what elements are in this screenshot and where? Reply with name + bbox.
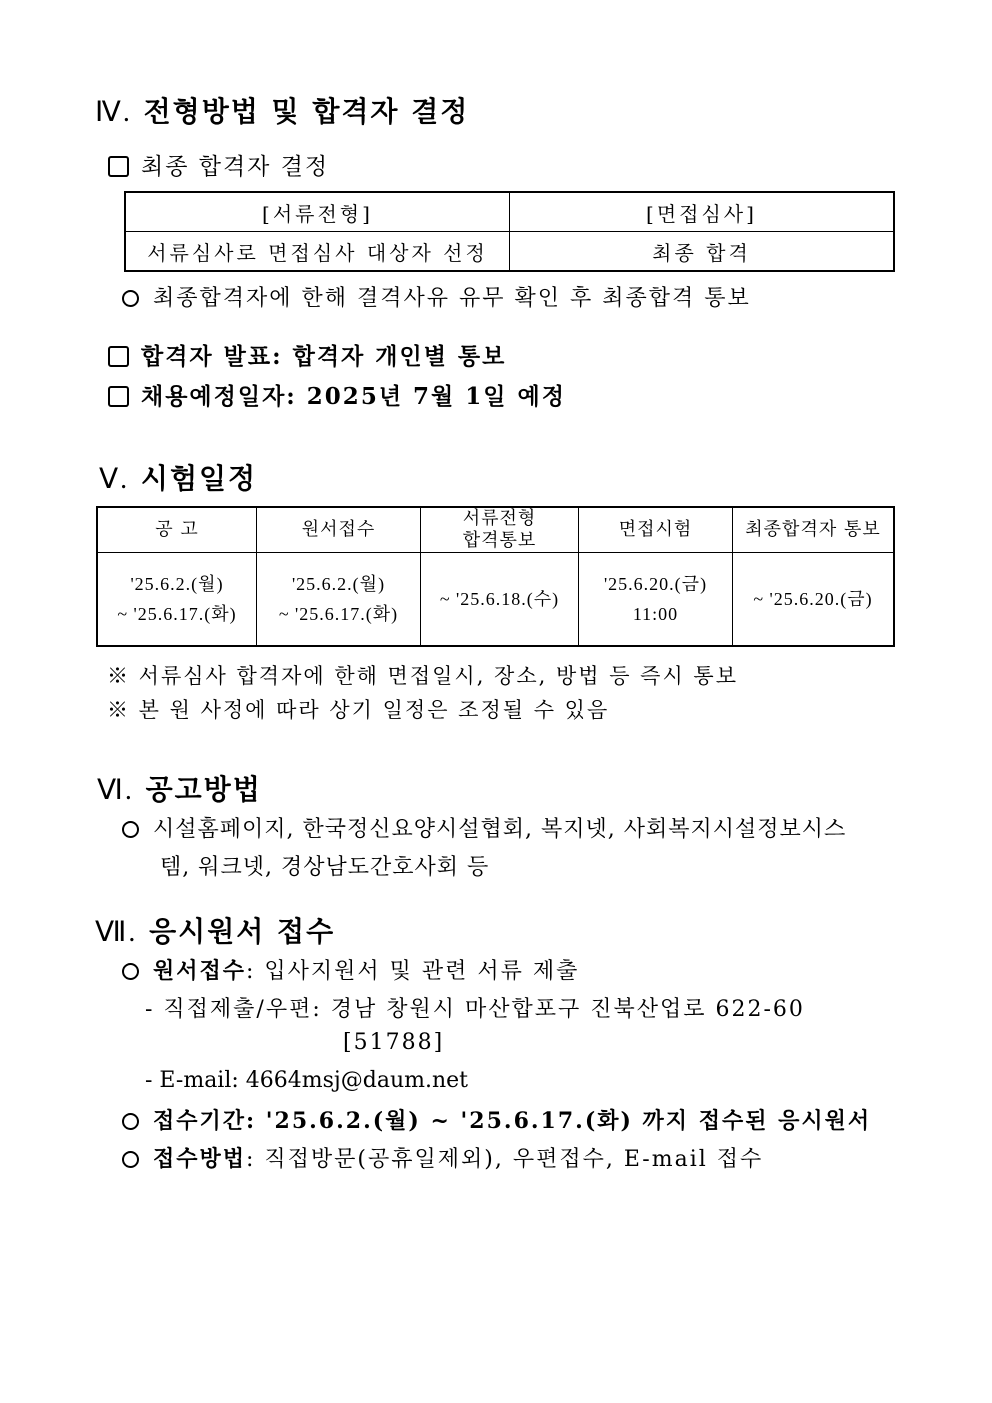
apply-receipt-label: 원서접수 [153, 958, 247, 984]
schedule-note-1: ※ 서류심사 합격자에 한해 면접일시, 장소, 방법 등 즉시 통보 [107, 664, 739, 688]
final-notice-note [122, 281, 751, 312]
schedule-header-docresult [421, 507, 579, 553]
square-bullet-icon [108, 346, 129, 367]
section5-title-text: 시험일정 [140, 462, 258, 495]
selection-cell-doc: 서류심사로 면접심사 대상자 선정 [125, 232, 510, 272]
circle-bullet-icon [122, 963, 139, 980]
schedule-table [96, 506, 895, 647]
square-bullet-icon [108, 156, 129, 177]
final-decision-item [108, 148, 329, 181]
schedule-interview-date: '25.6.20.(금) [603, 574, 708, 594]
selection-cell-interview: 최종 합격 [510, 232, 895, 272]
apply-postcode: [51788] [343, 1030, 445, 1055]
circle-bullet-icon [122, 290, 139, 307]
hire-date-text: 채용예정일자: 2025년 7월 1일 예정 [141, 383, 566, 410]
apply-receipt-text: : 입사지원서 및 관련 서류 제출 [246, 959, 580, 984]
schedule-header-apply: 원서접수 [257, 507, 421, 553]
announcement-text: 합격자 발표: 합격자 개인별 통보 [141, 343, 507, 370]
schedule-header-doc-line2: 합격통보 [462, 530, 537, 551]
square-bullet-icon [108, 386, 129, 407]
schedule-notice-start: '25.6.2.(월) [130, 574, 224, 594]
section7-roman: Ⅶ. [95, 917, 138, 948]
section6-roman: Ⅵ. [97, 775, 134, 806]
apply-method-item [122, 1142, 763, 1173]
schedule-apply-start: '25.6.2.(월) [291, 574, 386, 594]
circle-bullet-icon [122, 1113, 139, 1130]
section4-title-text: 전형방법 및 합격자 결정 [143, 95, 470, 128]
section7-title [95, 910, 335, 950]
final-notice-text: 최종합격자에 한해 결격사유 유무 확인 후 최종합격 통보 [153, 286, 751, 311]
section6-title [97, 768, 262, 808]
hire-date-item [108, 378, 566, 411]
apply-period-text: : '25.6.2.(월) ~ '25.6.17.(화) 까지 접수된 응시원서 [246, 1108, 872, 1134]
schedule-interview-time: 11:00 [632, 604, 679, 624]
schedule-cell-apply [257, 553, 421, 647]
announce-method-line2: 템, 워크넷, 경상남도간호사회 등 [160, 855, 490, 880]
selection-header-doc: [서류전형] [125, 192, 510, 232]
section5-title [99, 457, 257, 497]
schedule-cell-final: ~ '25.6.20.(금) [733, 553, 895, 647]
apply-method-label: 접수방법 [153, 1146, 247, 1172]
schedule-cell-interview [579, 553, 733, 647]
circle-bullet-icon [122, 1151, 139, 1168]
apply-email: - E-mail: 4664msj@daum.net [145, 1068, 468, 1093]
schedule-notice-end: ~ '25.6.17.(화) [117, 604, 237, 624]
selection-table [124, 191, 895, 272]
section4-roman: Ⅳ. [95, 97, 132, 128]
announce-method-text1: 시설홈페이지, 한국정신요양시설협회, 복지넷, 사회복지시설정보시스 [153, 817, 847, 842]
circle-bullet-icon [122, 821, 139, 838]
schedule-apply-end: ~ '25.6.17.(화) [278, 604, 399, 624]
section7-title-text: 응시원서 접수 [149, 915, 336, 948]
apply-period-label: 접수기간 [153, 1108, 247, 1134]
announce-method-line1 [122, 812, 846, 843]
schedule-header-doc-line1: 서류전형 [462, 508, 537, 529]
section4-title [95, 90, 469, 130]
schedule-header-interview: 면접시험 [579, 507, 733, 553]
schedule-header-final: 최종합격자 통보 [733, 507, 895, 553]
apply-method-text: : 직접방문(공휴일제외), 우편접수, E-mail 접수 [246, 1147, 764, 1172]
announcement-item [108, 338, 506, 371]
schedule-note-2: ※ 본 원 사정에 따라 상기 일정은 조정될 수 있음 [107, 698, 610, 722]
selection-header-interview: [면접심사] [510, 192, 895, 232]
section5-roman: Ⅴ. [99, 464, 130, 495]
apply-period-item [122, 1104, 871, 1135]
schedule-header-notice: 공 고 [97, 507, 257, 553]
section6-title-text: 공고방법 [145, 773, 262, 806]
apply-receipt-item [122, 954, 579, 985]
final-decision-label: 최종 합격자 결정 [141, 154, 330, 180]
schedule-cell-docresult: ~ '25.6.18.(수) [421, 553, 579, 647]
schedule-cell-notice [97, 553, 257, 647]
apply-address: - 직접제출/우편: 경남 창원시 마산합포구 진북산업로 622-60 [145, 997, 805, 1022]
